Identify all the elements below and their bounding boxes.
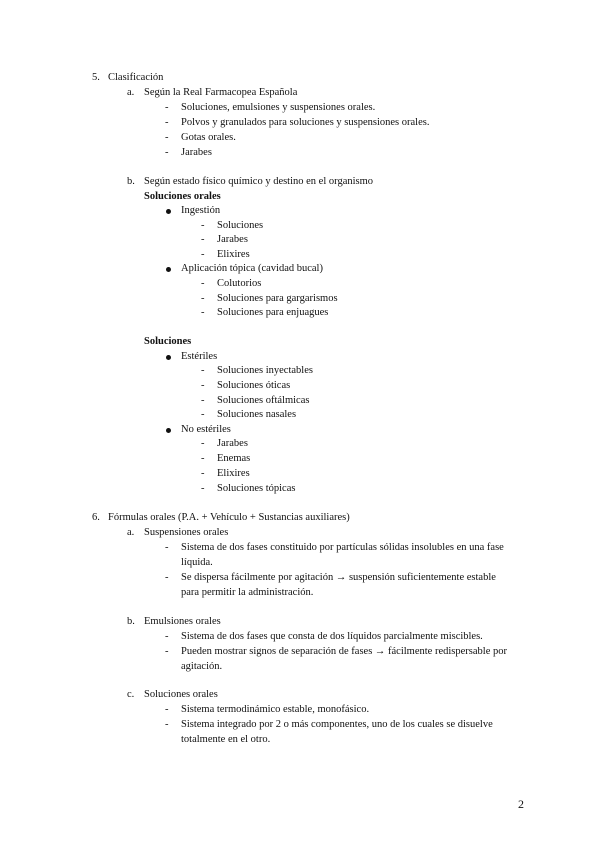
list-item: Soluciones xyxy=(217,220,264,231)
list-item: Jarabes xyxy=(181,147,212,158)
subsection-6c-title: Soluciones orales xyxy=(144,689,218,700)
dash: - xyxy=(201,483,205,494)
bullet-label: Ingestión xyxy=(181,205,221,216)
list-item-line: Pueden mostrar signos de separación de fases → fácilmente redispersable por xyxy=(181,646,507,657)
dash: - xyxy=(201,278,205,289)
group-heading-soluciones-orales: Soluciones orales xyxy=(144,191,221,202)
list-item-line: Sistema integrado por 2 o más componentes, uno de los cuales se disuelve xyxy=(181,719,493,730)
section-5-title: Clasificación xyxy=(108,72,164,83)
list-item: Soluciones nasales xyxy=(217,409,297,420)
list-item: Soluciones tópicas xyxy=(217,483,296,494)
dash: - xyxy=(201,453,205,464)
subsection-5a-title: Según la Real Farmacopea Española xyxy=(144,87,298,98)
dash: - xyxy=(201,365,205,376)
subsection-6c-letter: c. xyxy=(127,689,135,700)
page-number: 2 xyxy=(518,797,524,811)
list-item-line: agitación. xyxy=(181,661,223,672)
subsection-5b-title: Según estado físico químico y destino en el organismo xyxy=(144,176,374,187)
bullet-icon xyxy=(166,267,171,272)
list-item: Elixires xyxy=(217,249,250,260)
section-6-number: 6. xyxy=(92,512,100,523)
bullet-icon xyxy=(166,209,171,214)
list-item-line: líquida. xyxy=(181,557,213,568)
dash: - xyxy=(201,395,205,406)
bullet-icon xyxy=(166,428,171,433)
subsection-5a-letter: a. xyxy=(127,87,135,98)
subsection-5b-letter: b. xyxy=(127,176,135,187)
list-item-line: para permitir la administración. xyxy=(181,587,314,598)
dash: - xyxy=(165,704,169,715)
list-item: Soluciones para enjuagues xyxy=(217,307,329,318)
bullet-label: Aplicación tópica (cavidad bucal) xyxy=(181,263,323,274)
list-item-line: Sistema de dos fases constituido por partículas sólidas insolubles en una fase xyxy=(181,542,504,553)
dash: - xyxy=(201,220,205,231)
list-item: Jarabes xyxy=(217,438,248,449)
dash: - xyxy=(201,249,205,260)
list-item: Enemas xyxy=(217,453,251,464)
list-item: Soluciones para gargarismos xyxy=(217,293,338,304)
list-item: Gotas orales. xyxy=(181,132,236,143)
list-item-line: Sistema de dos fases que consta de dos líquidos parcialmente miscibles. xyxy=(181,631,483,642)
subsection-6b-letter: b. xyxy=(127,616,135,627)
dash: - xyxy=(165,102,169,113)
bullet-icon xyxy=(166,355,171,360)
dash: - xyxy=(165,132,169,143)
list-item: Soluciones, emulsiones y suspensiones orales. xyxy=(181,102,376,113)
dash: - xyxy=(201,234,205,245)
list-item: Colutorios xyxy=(217,278,262,289)
bullet-label: No estériles xyxy=(181,424,231,435)
dash: - xyxy=(201,438,205,449)
dash: - xyxy=(201,468,205,479)
bullet-label: Estériles xyxy=(181,351,218,362)
list-item-line: totalmente en el otro. xyxy=(181,734,271,745)
subsection-6b-title: Emulsiones orales xyxy=(144,616,221,627)
dash: - xyxy=(165,631,169,642)
subsection-6a-title: Suspensiones orales xyxy=(144,527,229,538)
dash: - xyxy=(165,719,169,730)
list-item: Soluciones inyectables xyxy=(217,365,313,376)
group-heading-soluciones: Soluciones xyxy=(144,336,192,347)
list-item-line: Se dispersa fácilmente por agitación → suspensión suficientemente estable xyxy=(181,572,496,583)
list-item: Polvos y granulados para soluciones y suspensiones orales. xyxy=(181,117,430,128)
dash: - xyxy=(165,572,169,583)
list-item: Jarabes xyxy=(217,234,248,245)
list-item-line: Sistema termodinámico estable, monofásico. xyxy=(181,704,370,715)
dash: - xyxy=(201,293,205,304)
dash: - xyxy=(165,646,169,657)
list-item: Elixires xyxy=(217,468,250,479)
section-5-number: 5. xyxy=(92,72,100,83)
section-6-title: Fórmulas orales (P.A. + Vehículo + Sustancias auxiliares) xyxy=(108,512,350,523)
list-item: Soluciones oftálmicas xyxy=(217,395,310,406)
dash: - xyxy=(165,147,169,158)
dash: - xyxy=(201,409,205,420)
subsection-6a-letter: a. xyxy=(127,527,135,538)
dash: - xyxy=(201,307,205,318)
dash: - xyxy=(201,380,205,391)
list-item: Soluciones óticas xyxy=(217,380,291,391)
dash: - xyxy=(165,542,169,553)
dash: - xyxy=(165,117,169,128)
